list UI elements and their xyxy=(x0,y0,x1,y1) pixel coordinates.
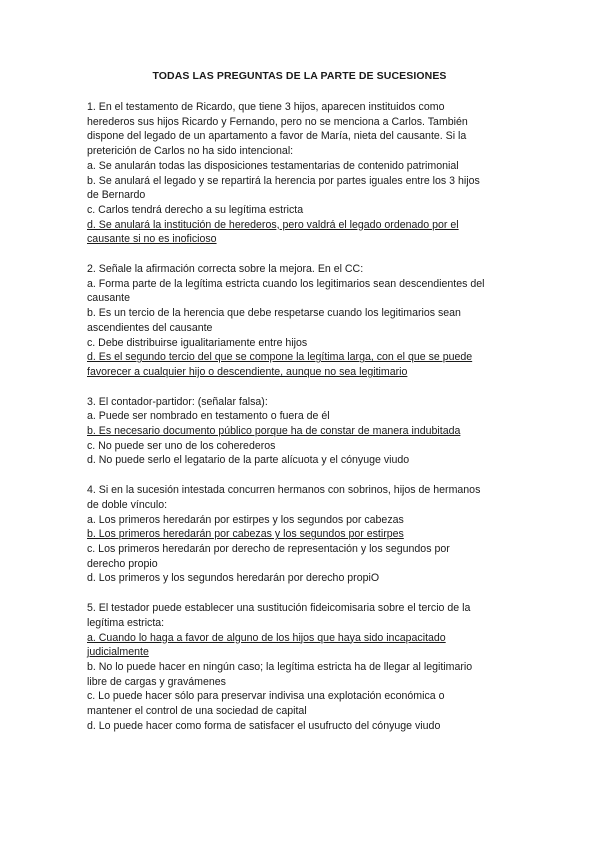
answer-option-correct: d. Es el segundo tercio del que se compone la legítima larga, con el que se puede favorecer a cualquier hijo o descendiente, aunque no sea legitimario xyxy=(87,351,473,378)
question-stem: 1. En el testamento de Ricardo, que tiene 3 hijos, aparecen instituidos como herederos sus hijos Ricardo y Fernando, pero no se menciona a Carlos. También dispone del legado de un apartamento a favor de María, nieta del causante. Si la preterición de Carlos no ha sido intencional: xyxy=(87,101,468,158)
question-2 xyxy=(87,262,487,380)
answer-option: d. Los primeros y los segundos heredarán por derecho propiO xyxy=(87,572,380,585)
answer-option: c. Lo puede hacer sólo para preservar indivisa una explotación económica o mantener el control de una sociedad de capital xyxy=(87,690,445,718)
answer-option: a. Puede ser nombrado en testamento o fuera de él xyxy=(87,410,330,423)
answer-option: d. No puede serlo el legatario de la parte alícuota y el cónyuge viudo xyxy=(87,454,410,467)
answer-option-correct: d. Se anulará la institución de herederos, pero valdrá el legado ordenado por el causante si no es inoficioso xyxy=(87,218,459,246)
answer-option: a. Forma parte de la legítima estricta cuando los legitimarios sean descendientes del causante xyxy=(87,277,485,305)
answer-option: c. Los primeros heredarán por derecho de representación y los segundos por derecho propio xyxy=(87,542,450,570)
answer-option: c. Carlos tendrá derecho a su legítima estricta xyxy=(87,203,304,216)
answer-option: b. No lo puede hacer en ningún caso; la legítima estricta ha de llegar al legitimario libre de cargas y gravámenes xyxy=(87,660,473,688)
answer-option: c. No puede ser uno de los coherederos xyxy=(87,439,276,452)
answer-option: a. Los primeros heredarán por estirpes y los segundos por cabezas xyxy=(87,513,404,526)
answer-option-correct: b. Los primeros heredarán por cabezas y los segundos por estirpes xyxy=(87,528,404,541)
question-3 xyxy=(87,395,487,469)
question-stem: 5. El testador puede establecer una sustitución fideicomisaria sobre el tercio de la legítima estricta: xyxy=(87,602,471,629)
page-title: TODAS LAS PREGUNTAS DE LA PARTE DE SUCESIONES xyxy=(152,70,447,82)
question-4 xyxy=(87,483,487,586)
question-stem: 4. Si en la sucesión intestada concurren hermanos con sobrinos, hijos de hermanos de doble vínculo: xyxy=(87,484,481,511)
question-stem: 2. Señale la afirmación correcta sobre la mejora. En el CC: xyxy=(87,263,364,276)
answer-option-correct: b. Es necesario documento público porque ha de constar de manera indubitada xyxy=(87,425,461,438)
answer-option: b. Es un tercio de la herencia que debe respetarse cuando los legitimarios sean ascendientes del causante xyxy=(87,307,461,334)
question-list xyxy=(87,100,487,748)
question-5 xyxy=(87,601,487,733)
answer-option-correct: a. Cuando lo haga a favor de alguno de los hijos que haya sido incapacitado judicialmente xyxy=(87,631,446,659)
answer-option: b. Se anulará el legado y se repartirá la herencia por partes iguales entre los 3 hijos de Bernardo xyxy=(87,174,480,202)
question-1 xyxy=(87,100,487,247)
question-stem: 3. El contador-partidor: (señalar falsa): xyxy=(87,395,268,408)
answer-option: d. Lo puede hacer como forma de satisfacer el usufructo del cónyuge viudo xyxy=(87,719,441,732)
answer-option: a. Se anularán todas las disposiciones testamentarias de contenido patrimonial xyxy=(87,159,459,172)
answer-option: c. Debe distribuirse igualitariamente entre hijos xyxy=(87,336,308,349)
